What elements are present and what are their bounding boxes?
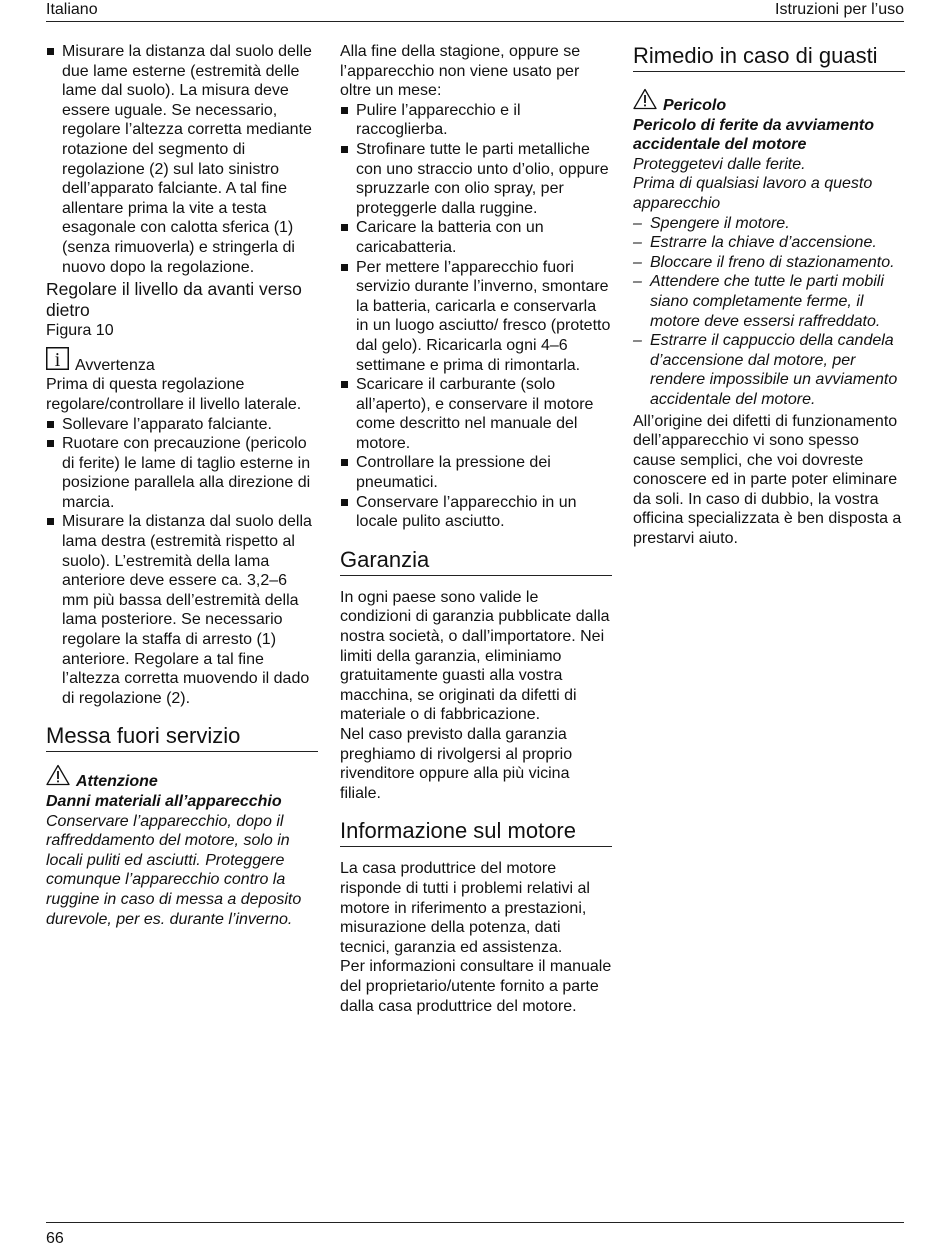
- danger-line: Prima di qualsiasi lavoro a questo apparecchio: [633, 175, 873, 212]
- page-header: [46, 0, 904, 22]
- list-item: Pulire l’apparecchio e il raccoglierba.: [340, 101, 612, 140]
- footer-divider: [46, 1222, 904, 1223]
- warning-icon: [46, 764, 70, 792]
- danger-steps: [633, 214, 905, 410]
- svg-text:i: i: [54, 348, 61, 370]
- notice-header: [46, 347, 318, 376]
- caution-text: Conservare l’apparecchio, dopo il raffreddamento del motore, solo in locali puliti ed asciutti. Proteggere comunque l’apparecchio contro la ruggine in caso di messa a deposito durevole, per es. durante l’inverno.: [46, 812, 302, 928]
- section-title-decommission: Messa fuori servizio: [46, 722, 318, 752]
- list-item: – Attendere che tutte le parti mobili siano completamente ferme, il motore deve essersi raffreddato.: [633, 272, 905, 331]
- list-item: Misurare la distanza dal suolo della lama destra (estremità rispetto al suolo). L’estremità della lama anteriore deve essere ca. 3,2–6 mm più bassa dell’estremità della lama posteriore. Se necessario regolare la staffa di arresto (1) anteriore. Regolare a tal fine l’altezza corretta muovendo il dado di regolazione (2).: [46, 512, 318, 708]
- header-doc-title: Istruzioni per l’uso: [775, 1, 904, 18]
- danger-header: [633, 88, 905, 116]
- header-language: Italiano: [46, 1, 98, 18]
- column-3: [633, 42, 905, 549]
- caution-title: Attenzione: [76, 773, 158, 791]
- list-item: Scaricare il carburante (solo all’aperto), e conservare il motore come descritto nel manuale del motore.: [340, 375, 612, 453]
- list-item: Misurare la distanza dal suolo delle due lame esterne (estremità delle lame dal suolo). La misura deve essere uguale. Se necessario, regolare l’altezza corretta mediante rotazione del segmento di regolazione (2) sul lato sinistro dell’apparato falciante. A tal fine allentare prima la vite a testa esagonale con calotta sferica (1) (senza rimuoverla) e stringerla di nuovo dopo la regolazione.: [46, 42, 318, 277]
- warning-icon: [633, 88, 657, 116]
- caution-subtitle: Danni materiali all’apparecchio: [46, 793, 282, 810]
- danger-line: Proteggetevi dalle ferite.: [633, 155, 806, 173]
- list-item: Controllare la pressione dei pneumatici.: [340, 453, 612, 492]
- section-title-engine: Informazione sul motore: [340, 817, 612, 847]
- list-item: Per mettere l’apparecchio fuori servizio durante l’inverno, smontare la batteria, caricarla e conservarla in un luogo asciutto/ fresco (protetto dal gelo). Ricaricarla ogni 4–6 settimane e prima di rimontarla.: [340, 258, 612, 376]
- list-item: Ruotare con precauzione (pericolo di ferite) le lame di taglio esterne in posizione parallela alla direzione di marcia.: [46, 434, 318, 512]
- column-2: [340, 42, 612, 1016]
- info-icon: [46, 347, 69, 376]
- notice-title: Avvertenza: [75, 356, 155, 374]
- bullet-list-intro: [46, 42, 318, 277]
- danger-subtitle: Pericolo di ferite da avviamento accidentale del motore: [633, 116, 874, 154]
- guarantee-text-2: Nel caso previsto dalla garanzia preghiamo di rivolgersi al proprio rivenditore oppure alla più vicina filiale.: [340, 726, 573, 802]
- engine-text-2: Per informazioni consultare il manuale del proprietario/utente fornito a parte dalla casa produttrice del motore.: [340, 958, 612, 1015]
- danger-title: Pericolo: [663, 97, 727, 114]
- list-item: Strofinare tutte le parti metalliche con uno straccio unto d’olio, oppure spruzzarle con olio spray, per proteggerle dalla ruggine.: [340, 140, 612, 218]
- section-title-troubleshooting: Rimedio in caso di guasti: [633, 42, 905, 72]
- list-item: Conservare l’apparecchio in un locale pulito asciutto.: [340, 493, 612, 532]
- list-item: – Estrarre il cappuccio della candela d’accensione dal motore, per rendere impossibile un avviamento accidentale del motore.: [633, 331, 905, 409]
- engine-text: La casa produttrice del motore risponde di tutti i problemi relativi al motore in riferimento a prestazioni, misurazione della potenza, dati tecnici, garanzia ed assistenza.: [340, 860, 590, 956]
- column-1: [46, 42, 318, 929]
- figure-reference: Figura 10: [46, 322, 114, 340]
- list-item: – Estrarre la chiave d’accensione.: [633, 233, 905, 253]
- guarantee-text: In ogni paese sono valide le condizioni di garanzia pubblicate dalla nostra società, o dall’importatore. Nei limiti della garanzia, eliminiamo gratuitamente guasti alla vostra macchina, se originati da difetti di materiale o di fabbricazione.: [340, 588, 610, 724]
- list-item: Caricare la batteria con un caricabatteria.: [340, 218, 612, 257]
- page-number: 66: [46, 1230, 64, 1247]
- notice-text: Prima di questa regolazione regolare/controllare il livello laterale.: [46, 376, 302, 413]
- list-item: Sollevare l’apparato falciante.: [46, 415, 318, 435]
- bullet-list: [46, 415, 318, 709]
- list-item: – Spengere il motore.: [633, 214, 905, 234]
- list-item: – Bloccare il freno di stazionamento.: [633, 253, 905, 273]
- caution-header: [46, 764, 318, 792]
- section-title-guarantee: Garanzia: [340, 546, 612, 576]
- sub-heading: Regolare il livello da avanti verso dietro: [46, 279, 302, 321]
- season-intro: Alla fine della stagione, oppure se l’apparecchio non viene usato per oltre un mese:: [340, 43, 581, 100]
- bullet-list: [340, 101, 612, 532]
- troubleshooting-text: All’origine dei difetti di funzionamento dell’apparecchio vi sono spesso cause semplici, che voi dovreste conoscere ed in parte poter eliminare da soli. In caso di dubbio, la vostra officina specializzata è ben disposta a prestarvi aiuto.: [633, 412, 902, 548]
